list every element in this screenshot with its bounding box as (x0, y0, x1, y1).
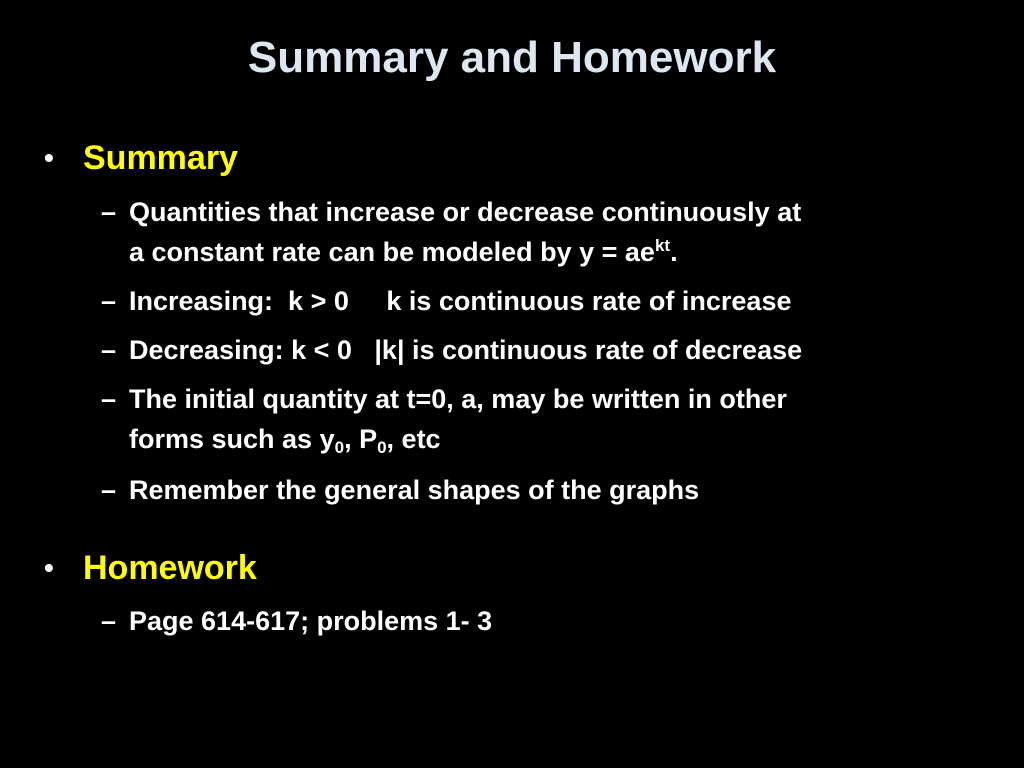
model-line-2-text: a constant rate can be modeled by y = ae (129, 237, 655, 267)
bullet-icon: • (44, 142, 54, 173)
dash-icon: – (101, 475, 117, 505)
dash-icon: – (101, 384, 117, 414)
model-line-1: Quantities that increase or decrease continuously at (129, 197, 802, 227)
dash-icon: – (101, 335, 117, 365)
decreasing-text: Decreasing: k < 0 |k| is continuous rate of decrease (129, 335, 803, 365)
assignment-text: Page 614-617; problems 1- 3 (129, 606, 493, 636)
graph-shapes-text: Remember the general shapes of the graphs (129, 475, 700, 505)
model-line-2-period: . (670, 237, 678, 267)
summary-heading: Summary (83, 139, 238, 177)
initial-quantity-line-1: The initial quantity at t=0, a, may be written in other (129, 384, 787, 414)
initial-quantity-line-2-mid: , P (344, 424, 378, 454)
dash-icon: – (101, 197, 117, 227)
homework-heading: Homework (83, 549, 257, 587)
initial-quantity-line-2-text: forms such as y (129, 424, 335, 454)
subscript-y0: 0 (334, 438, 345, 457)
dash-icon: – (101, 286, 117, 316)
increasing-text: Increasing: k > 0 k is continuous rate of increase (129, 286, 792, 316)
initial-quantity-line-2 (129, 419, 989, 459)
slide-title: Summary and Homework (247, 33, 777, 82)
exponent-kt: kt (654, 236, 671, 255)
bullet-icon: • (44, 552, 54, 583)
model-line-2 (129, 232, 989, 272)
subscript-p0: 0 (377, 438, 387, 457)
initial-quantity-line-2-end: , etc (386, 424, 441, 454)
dash-icon: – (101, 606, 117, 636)
